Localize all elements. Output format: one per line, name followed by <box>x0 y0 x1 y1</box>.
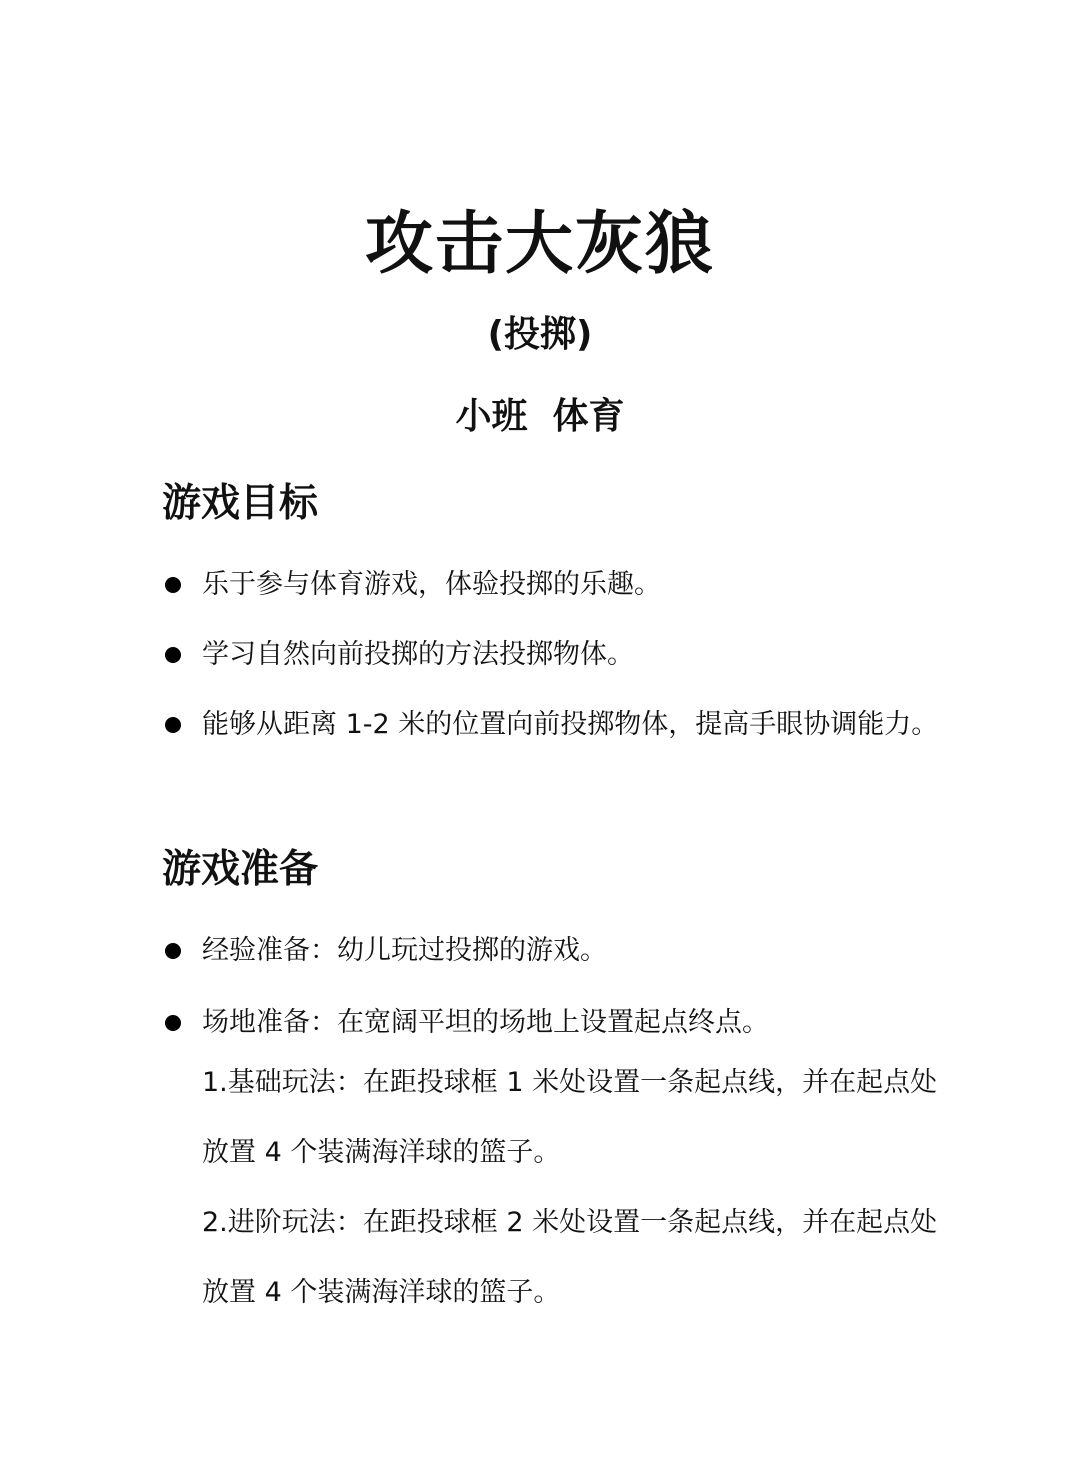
list-item <box>162 562 942 620</box>
bullet-icon <box>165 1015 181 1031</box>
list-item-text: 乐于参与体育游戏，体验投掷的乐趣。 <box>202 569 661 600</box>
sub-item-basic-play: 1.基础玩法：在距投球框 1 米处设置一条起点线，并在起点处放置 4 个装满海洋球的篮子。 <box>202 1067 938 1168</box>
bullet-icon <box>165 943 181 959</box>
grade-subject: 小班 体育 <box>455 396 625 437</box>
list-item-text: 能够从距离 1-2 米的位置向前投掷物体，提高手眼协调能力。 <box>202 709 939 740</box>
list-item-text: 学习自然向前投掷的方法投掷物体。 <box>202 639 634 670</box>
page-subtitle: (投掷) <box>487 314 593 355</box>
page-title: 攻击大灰狼 <box>364 205 715 284</box>
section-heading-preparation: 游戏准备 <box>162 847 319 892</box>
bullet-icon <box>165 717 181 733</box>
bullet-icon <box>165 577 181 593</box>
list-item-text: 经验准备：幼儿玩过投掷的游戏。 <box>202 935 607 966</box>
list-item <box>162 702 942 760</box>
list-item-text: 场地准备：在宽阔平坦的场地上设置起点终点。 <box>202 1007 769 1038</box>
section-heading-goals: 游戏目标 <box>162 481 319 526</box>
sub-item-advanced-play: 2.进阶玩法：在距投球框 2 米处设置一条起点线，并在起点处放置 4 个装满海洋球的篮子。 <box>202 1207 938 1308</box>
bullet-icon <box>165 647 181 663</box>
list-item <box>162 632 942 690</box>
list-item <box>162 928 942 986</box>
